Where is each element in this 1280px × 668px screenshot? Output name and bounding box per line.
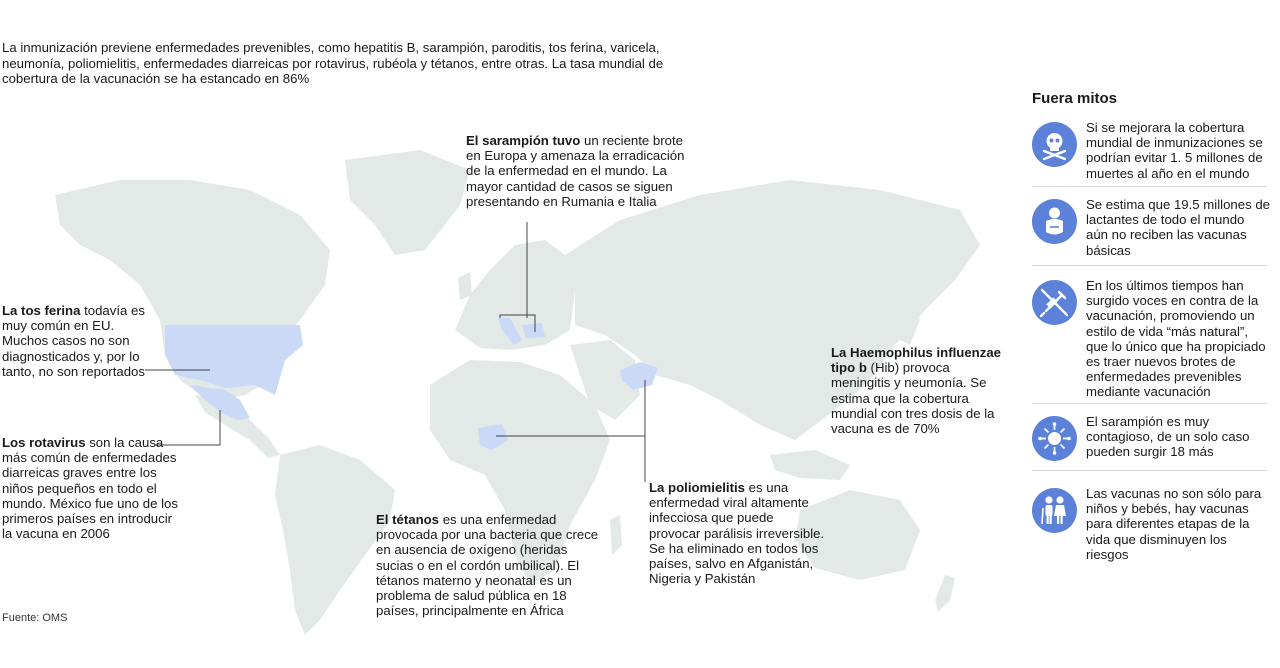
madagascar	[610, 515, 622, 555]
virus-icon	[1032, 416, 1077, 461]
baby-icon	[1032, 199, 1077, 244]
intro-text: La inmunización previene enfermedades prevenibles, como hepatitis B, sarampión, paroditis, tos ferina, varicela, neumonía, poliomielitis, enfermedades diarreicas por rotavirus, rubéola y tétanos, entre otras. La tasa mundial de cobertura de la vacunación se ha estancado en 86%	[2, 40, 664, 86]
myth-text: En los últimos tiempos han surgido voces en contra de la vacunación, promoviendo un estilo de vida “más natural”, que lo único que ha propiciado es traer nuevos brotes de enfermedades prevenibles mediante vacunación	[1086, 278, 1266, 400]
southeast-asia	[770, 450, 850, 480]
myth-text: Se estima que 19.5 millones de lactantes de todo el mundo aún no reciben las vacunas básicas	[1086, 197, 1271, 258]
skull-crossbones-icon	[1032, 122, 1077, 167]
elderly-couple-icon	[1032, 488, 1077, 533]
no-syringe-icon	[1032, 280, 1077, 325]
note-hib: La Haemophilus influenzae tipo b (Hib) provoca meningitis y neumonía. Se estima que la cobertura mundial con tres dosis de la vacuna es de 70%	[831, 345, 1002, 437]
myths-title: Fuera mitos	[1032, 90, 1118, 107]
myth-text: Las vacunas no son sólo para niños y bebés, hay vacunas para diferentes etapas de la vida que disminuyen los riesgos	[1086, 486, 1262, 562]
note-rotavirus: Los rotavirus son la causa más común de enfermedades diarreicas graves entre los niños pequeños en todo el mundo. México fue uno de los primeros países en introducir la vacuna en 2006	[2, 435, 178, 542]
separator	[1032, 470, 1267, 471]
note-poliomielitis: La poliomielitis es una enfermedad viral altamente infecciosa que puede provocar parálisis irreversible. Se ha eliminado en todos los países, salvo en Afganistán, Nigeria y Pakistán	[649, 480, 825, 587]
usa-highlight	[165, 325, 303, 395]
note-tetanos: El tétanos es una enfermedad provocada por una bacteria que crece en ausencia de oxígeno (heridas sucias o en el cordón umbilical). El tétanos materno y neonatal es un problema de salud pública en 18 países, principalmente en África	[376, 512, 599, 619]
separator	[1032, 186, 1267, 187]
romania-highlight	[522, 323, 545, 338]
separator	[1032, 265, 1267, 266]
myth-text: Si se mejorara la cobertura mundial de inmunizaciones se podrían evitar 1. 5 millones de muertes al año en el mundo	[1086, 120, 1263, 181]
new-zealand	[935, 575, 955, 612]
greenland	[345, 150, 470, 255]
source-label: Fuente: OMS	[2, 612, 68, 624]
myth-text: El sarampión es muy contagioso, de un solo caso pueden surgir 18 más	[1086, 414, 1250, 460]
separator	[1032, 403, 1267, 404]
uk	[458, 272, 472, 300]
note-tos-ferina: La tos ferina todavía es muy común en EU. Muchos casos no son diagnosticados y, por lo tanto, no son reportados	[2, 303, 145, 379]
note-sarampion: El sarampión tuvo un reciente brote en Europa y amenaza la erradicación de la enfermedad en el mundo. La mayor cantidad de casos se siguen presentando en Rumania e Italia	[466, 133, 685, 209]
